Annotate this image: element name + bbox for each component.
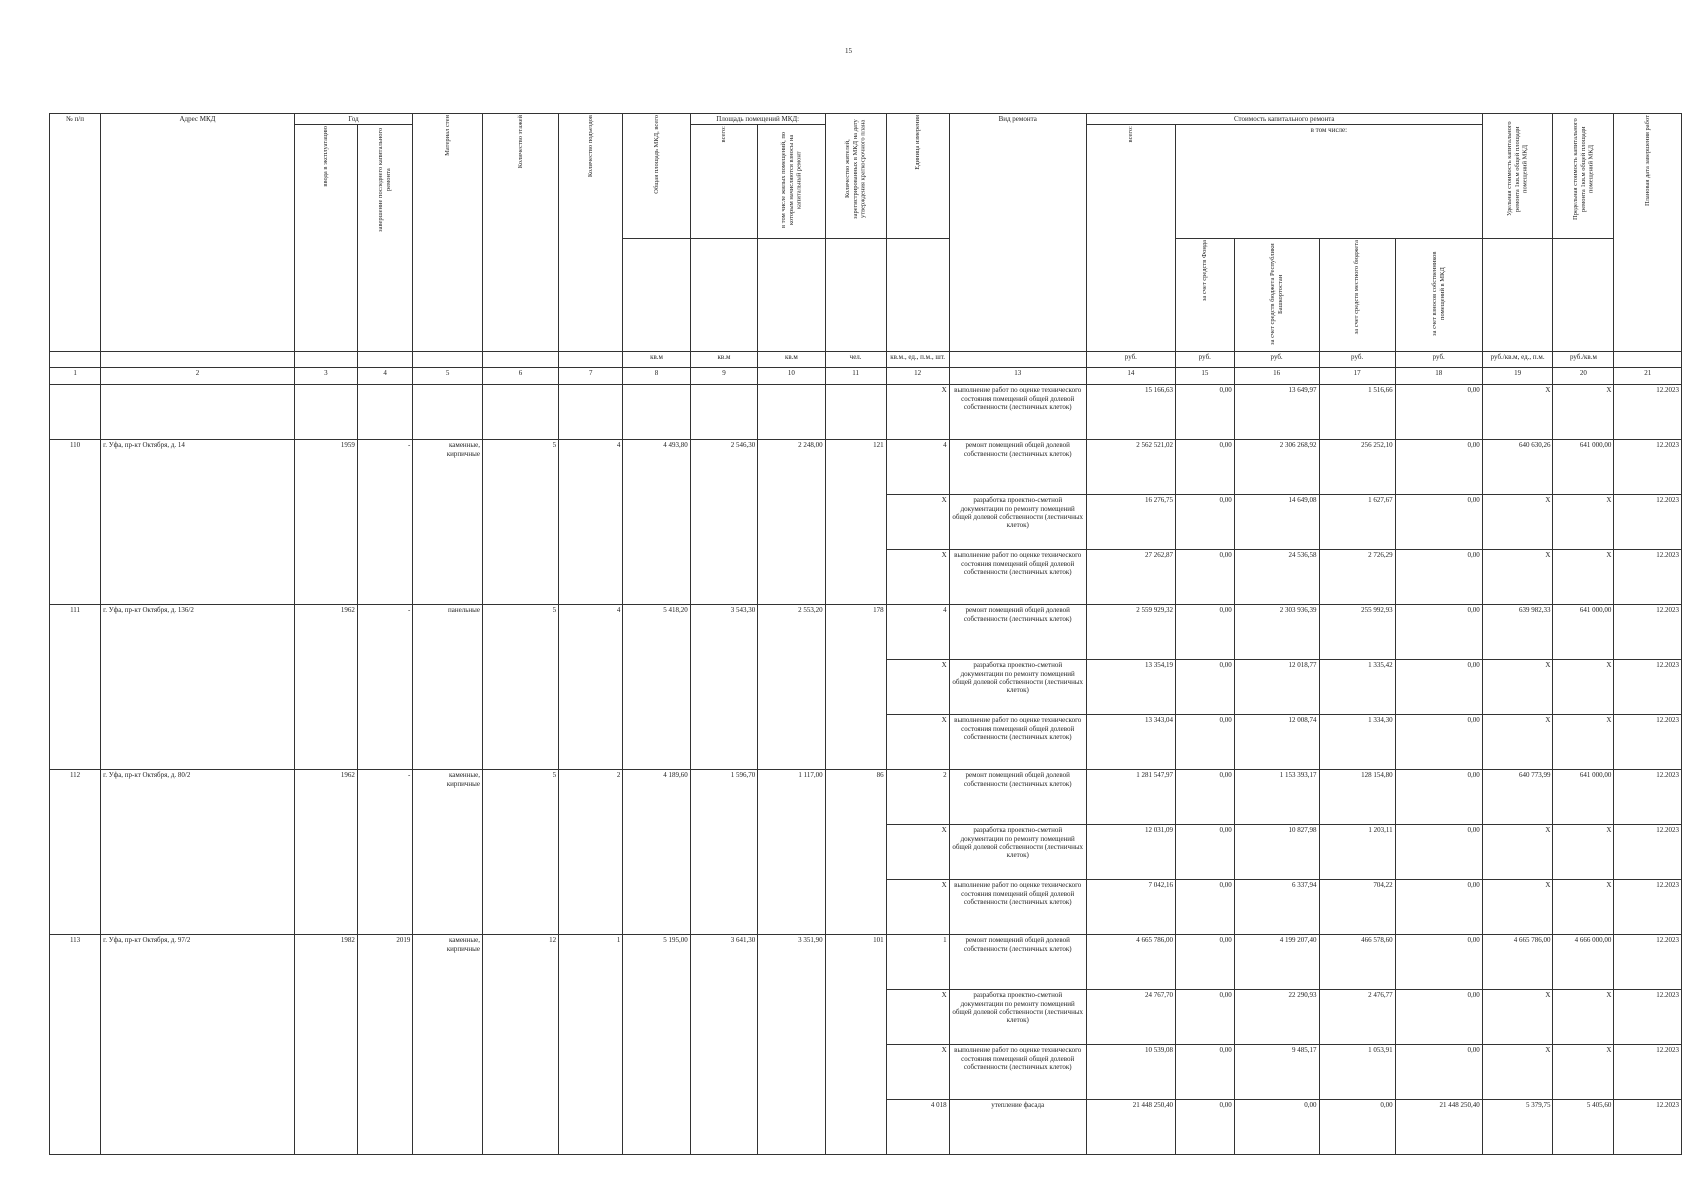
column-number: 2 <box>101 368 295 385</box>
cost-fund: 0,00 <box>1175 1045 1234 1100</box>
work-quantity: X <box>886 495 949 550</box>
unit-cell <box>413 352 483 368</box>
hdr-floors: Количество этажей <box>482 114 558 352</box>
cost-republic: 12 008,74 <box>1234 715 1319 770</box>
cost-total: 13 343,04 <box>1086 715 1175 770</box>
cost-owners: 0,00 <box>1395 385 1482 440</box>
cost-total: 13 354,19 <box>1086 660 1175 715</box>
work-quantity: X <box>886 1045 949 1100</box>
cost-fund: 0,00 <box>1175 770 1234 825</box>
work-type: разработка проектно-сметной документации по ремонту помещений общей долевой собственности (лестничных клеток) <box>949 495 1086 550</box>
cost-fund: 0,00 <box>1175 880 1234 935</box>
table-row <box>50 770 1682 825</box>
unit-cell: кв.м., ед., п.м., шт. <box>886 352 949 368</box>
column-number: 14 <box>1086 368 1175 385</box>
plan-date: 12.2023 <box>1614 605 1682 660</box>
cost-total: 4 665 786,00 <box>1086 935 1175 990</box>
column-number: 16 <box>1234 368 1319 385</box>
floors: 12 <box>482 935 558 1155</box>
unit-cost: 639 982,33 <box>1482 605 1553 660</box>
cost-republic: 1 153 393,17 <box>1234 770 1319 825</box>
plan-date: 12.2023 <box>1614 385 1682 440</box>
unit-cell <box>1614 352 1682 368</box>
cost-local: 128 154,80 <box>1319 770 1395 825</box>
cost-fund: 0,00 <box>1175 660 1234 715</box>
total-area: 4 189,60 <box>623 770 690 935</box>
cost-total: 24 767,70 <box>1086 990 1175 1045</box>
cost-local: 256 252,10 <box>1319 440 1395 495</box>
cost-total: 7 042,16 <box>1086 880 1175 935</box>
cost-local: 1 516,66 <box>1319 385 1395 440</box>
work-quantity: 4 <box>886 605 949 660</box>
plan-date: 12.2023 <box>1614 495 1682 550</box>
hdr-num: № п/п <box>50 114 101 352</box>
work-quantity: X <box>886 660 949 715</box>
house-address <box>101 385 295 440</box>
work-type: утепление фасада <box>949 1100 1086 1155</box>
year-built: 1962 <box>294 770 357 935</box>
hdr-cost-fund: за счет средств Фонда <box>1175 238 1234 351</box>
wall-material: панельные <box>413 605 483 770</box>
total-area <box>623 385 690 440</box>
cost-owners: 0,00 <box>1395 660 1482 715</box>
cost-republic: 0,00 <box>1234 1100 1319 1155</box>
work-type: разработка проектно-сметной документации по ремонту помещений общей долевой собственности (лестничных клеток) <box>949 660 1086 715</box>
wall-material: каменные, кирпичные <box>413 770 483 935</box>
max-cost: X <box>1553 880 1614 935</box>
entrances: 2 <box>559 770 623 935</box>
residents: 86 <box>825 770 886 935</box>
plan-date: 12.2023 <box>1614 550 1682 605</box>
unit-cell <box>294 352 357 368</box>
unit-cell: руб. <box>1234 352 1319 368</box>
cost-local: 1 335,42 <box>1319 660 1395 715</box>
plan-date: 12.2023 <box>1614 770 1682 825</box>
cost-total: 2 559 929,32 <box>1086 605 1175 660</box>
cost-republic: 9 485,17 <box>1234 1045 1319 1100</box>
cost-fund: 0,00 <box>1175 440 1234 495</box>
table-row <box>50 605 1682 660</box>
table-row <box>50 935 1682 990</box>
floors: 5 <box>482 770 558 935</box>
cost-owners: 0,00 <box>1395 825 1482 880</box>
max-cost: X <box>1553 715 1614 770</box>
cost-local: 1 053,91 <box>1319 1045 1395 1100</box>
unit-cost: X <box>1482 550 1553 605</box>
cost-owners: 0,00 <box>1395 935 1482 990</box>
hdr-cost-republic: за счет средств бюджета Республики Башкортостан <box>1234 238 1319 351</box>
hdr-unit-cost: Удельная стоимость капитального ремонта 1кв.м общей площади помещений МКД <box>1482 114 1553 239</box>
cost-local: 255 992,93 <box>1319 605 1395 660</box>
column-number: 8 <box>623 368 690 385</box>
max-cost: X <box>1553 385 1614 440</box>
year-last-repair: - <box>357 440 413 605</box>
unit-cell: руб. <box>1086 352 1175 368</box>
column-number: 15 <box>1175 368 1234 385</box>
cost-owners: 21 448 250,40 <box>1395 1100 1482 1155</box>
house-number: 111 <box>50 605 101 770</box>
column-number: 21 <box>1614 368 1682 385</box>
house-number: 112 <box>50 770 101 935</box>
residents: 121 <box>825 440 886 605</box>
cost-local: 466 578,60 <box>1319 935 1395 990</box>
cost-owners: 0,00 <box>1395 1045 1482 1100</box>
column-numbers-row <box>50 368 1682 385</box>
column-number: 4 <box>357 368 413 385</box>
table-body <box>50 385 1682 1155</box>
premises-residential: 2 248,00 <box>758 440 825 605</box>
unit-cell: руб. <box>1395 352 1482 368</box>
column-number: 12 <box>886 368 949 385</box>
work-quantity: 1 <box>886 935 949 990</box>
cost-fund: 0,00 <box>1175 825 1234 880</box>
cost-fund: 0,00 <box>1175 495 1234 550</box>
hdr-unit: Единица измерения <box>886 114 949 239</box>
premises-total: 3 641,30 <box>690 935 757 1155</box>
work-quantity: X <box>886 715 949 770</box>
plan-date: 12.2023 <box>1614 440 1682 495</box>
premises-total: 3 543,30 <box>690 605 757 770</box>
work-type: ремонт помещений общей долевой собственности (лестничных клеток) <box>949 605 1086 660</box>
total-area: 5 418,20 <box>623 605 690 770</box>
house-number: 110 <box>50 440 101 605</box>
year-built <box>294 385 357 440</box>
house-address: г. Уфа, пр-кт Октября, д. 97/2 <box>101 935 295 1155</box>
floors: 5 <box>482 440 558 605</box>
column-number: 3 <box>294 368 357 385</box>
cost-local: 1 334,30 <box>1319 715 1395 770</box>
total-area: 4 493,80 <box>623 440 690 605</box>
unit-cost: X <box>1482 660 1553 715</box>
work-quantity: X <box>886 385 949 440</box>
max-cost: 641 000,00 <box>1553 605 1614 660</box>
cost-owners: 0,00 <box>1395 495 1482 550</box>
hdr-plan-date: Плановая дата завершения работ <box>1614 114 1682 352</box>
plan-date: 12.2023 <box>1614 1100 1682 1155</box>
hdr-premises-group: Площадь помещений МКД: <box>690 114 825 125</box>
work-quantity: X <box>886 550 949 605</box>
cost-total: 21 448 250,40 <box>1086 1100 1175 1155</box>
unit-cost: 4 665 786,00 <box>1482 935 1553 990</box>
year-last-repair: - <box>357 605 413 770</box>
work-quantity: 2 <box>886 770 949 825</box>
plan-date: 12.2023 <box>1614 660 1682 715</box>
max-cost: X <box>1553 825 1614 880</box>
premises-residential <box>758 385 825 440</box>
hdr-cost-group: Стоимость капитального ремонта <box>1086 114 1482 125</box>
column-number: 17 <box>1319 368 1395 385</box>
work-type: разработка проектно-сметной документации по ремонту помещений общей долевой собственности (лестничных клеток) <box>949 990 1086 1045</box>
work-type: выполнение работ по оценке технического состояния помещений общей долевой собственности (лестничных клеток) <box>949 880 1086 935</box>
plan-date: 12.2023 <box>1614 880 1682 935</box>
unit-cell <box>559 352 623 368</box>
work-type: выполнение работ по оценке технического состояния помещений общей долевой собственности (лестничных клеток) <box>949 715 1086 770</box>
max-cost: X <box>1553 550 1614 605</box>
unit-cost: X <box>1482 715 1553 770</box>
cost-republic: 2 306 268,92 <box>1234 440 1319 495</box>
max-cost: X <box>1553 660 1614 715</box>
cost-total: 15 166,63 <box>1086 385 1175 440</box>
unit-cell: руб. <box>1175 352 1234 368</box>
capital-repair-table <box>49 113 1682 1155</box>
table-row <box>50 385 1682 440</box>
cost-republic: 24 536,58 <box>1234 550 1319 605</box>
table-row <box>50 440 1682 495</box>
unit-cell: руб./кв.м, ед., п.м. <box>1482 352 1553 368</box>
unit-cell <box>50 352 101 368</box>
hdr-total-area: Общая площадь МКД, всего <box>623 114 690 239</box>
cost-local: 0,00 <box>1319 1100 1395 1155</box>
hdr-year-built: ввода в эксплуатацию <box>294 125 357 352</box>
cost-total: 12 031,09 <box>1086 825 1175 880</box>
hdr-address: Адрес МКД <box>101 114 295 352</box>
units-row <box>50 352 1682 368</box>
cost-republic: 22 290,93 <box>1234 990 1319 1045</box>
hdr-cost-local: за счет средств местного бюджета <box>1319 238 1395 351</box>
house-address: г. Уфа, пр-кт Октября, д. 14 <box>101 440 295 605</box>
plan-date: 12.2023 <box>1614 935 1682 990</box>
cost-total: 1 281 547,97 <box>1086 770 1175 825</box>
cost-fund: 0,00 <box>1175 550 1234 605</box>
premises-total <box>690 385 757 440</box>
premises-total: 2 546,30 <box>690 440 757 605</box>
cost-owners: 0,00 <box>1395 550 1482 605</box>
house-number <box>50 385 101 440</box>
floors <box>482 385 558 440</box>
column-number: 5 <box>413 368 483 385</box>
column-number: 19 <box>1482 368 1553 385</box>
work-type: ремонт помещений общей долевой собственности (лестничных клеток) <box>949 770 1086 825</box>
unit-cell: руб. <box>1319 352 1395 368</box>
house-address: г. Уфа, пр-кт Октября, д. 80/2 <box>101 770 295 935</box>
cost-republic: 4 199 207,40 <box>1234 935 1319 990</box>
unit-cost: 5 379,75 <box>1482 1100 1553 1155</box>
cost-owners: 0,00 <box>1395 770 1482 825</box>
work-quantity: X <box>886 825 949 880</box>
max-cost: 641 000,00 <box>1553 440 1614 495</box>
column-number: 11 <box>825 368 886 385</box>
plan-date: 12.2023 <box>1614 990 1682 1045</box>
work-type: выполнение работ по оценке технического состояния помещений общей долевой собственности (лестничных клеток) <box>949 550 1086 605</box>
cost-fund: 0,00 <box>1175 385 1234 440</box>
premises-residential: 1 117,00 <box>758 770 825 935</box>
work-quantity: X <box>886 990 949 1045</box>
cost-owners: 0,00 <box>1395 880 1482 935</box>
residents <box>825 385 886 440</box>
column-number: 10 <box>758 368 825 385</box>
unit-cell: чел. <box>825 352 886 368</box>
unit-cost: X <box>1482 880 1553 935</box>
hdr-year-group: Год <box>294 114 413 125</box>
work-type: ремонт помещений общей долевой собственности (лестничных клеток) <box>949 935 1086 990</box>
unit-cell: кв.м <box>690 352 757 368</box>
column-number: 20 <box>1553 368 1614 385</box>
column-number: 9 <box>690 368 757 385</box>
cost-total: 27 262,87 <box>1086 550 1175 605</box>
cost-fund: 0,00 <box>1175 935 1234 990</box>
work-type: ремонт помещений общей долевой собственности (лестничных клеток) <box>949 440 1086 495</box>
premises-residential: 3 351,90 <box>758 935 825 1155</box>
unit-cell: руб./кв.м <box>1553 352 1614 368</box>
cost-republic: 14 649,08 <box>1234 495 1319 550</box>
cost-fund: 0,00 <box>1175 1100 1234 1155</box>
plan-date: 12.2023 <box>1614 825 1682 880</box>
work-type: разработка проектно-сметной документации по ремонту помещений общей долевой собственности (лестничных клеток) <box>949 825 1086 880</box>
unit-cell <box>357 352 413 368</box>
wall-material: каменные, кирпичные <box>413 440 483 605</box>
unit-cell <box>949 352 1086 368</box>
residents: 178 <box>825 605 886 770</box>
year-last-repair: 2019 <box>357 935 413 1155</box>
max-cost: X <box>1553 990 1614 1045</box>
cost-total: 16 276,75 <box>1086 495 1175 550</box>
year-last-repair: - <box>357 770 413 935</box>
page-number: 15 <box>845 47 852 55</box>
year-built: 1982 <box>294 935 357 1155</box>
max-cost: 4 666 000,00 <box>1553 935 1614 990</box>
entrances: 1 <box>559 935 623 1155</box>
cost-fund: 0,00 <box>1175 715 1234 770</box>
unit-cost: X <box>1482 495 1553 550</box>
cost-owners: 0,00 <box>1395 605 1482 660</box>
cost-owners: 0,00 <box>1395 440 1482 495</box>
year-built: 1962 <box>294 605 357 770</box>
cost-local: 2 726,29 <box>1319 550 1395 605</box>
unit-cost: X <box>1482 385 1553 440</box>
unit-cost: 640 773,99 <box>1482 770 1553 825</box>
cost-republic: 10 827,98 <box>1234 825 1319 880</box>
entrances: 4 <box>559 440 623 605</box>
cost-total: 2 562 521,02 <box>1086 440 1175 495</box>
house-number: 113 <box>50 935 101 1155</box>
entrances: 4 <box>559 605 623 770</box>
cost-republic: 2 303 936,39 <box>1234 605 1319 660</box>
cost-republic: 12 018,77 <box>1234 660 1319 715</box>
cost-republic: 13 649,97 <box>1234 385 1319 440</box>
hdr-residents: Количество жителей, зарегистрированных в МКД на дату утверждения краткосрочного плана <box>825 114 886 239</box>
plan-date: 12.2023 <box>1614 1045 1682 1100</box>
hdr-premises-res: в том числе жилых помещений, по которым начисляются взносы на капитальный ремонт <box>758 125 825 238</box>
unit-cost: X <box>1482 1045 1553 1100</box>
work-type: выполнение работ по оценке технического состояния помещений общей долевой собственности (лестничных клеток) <box>949 1045 1086 1100</box>
hdr-repair-type: Вид ремонта <box>949 114 1086 352</box>
cost-republic: 6 337,94 <box>1234 880 1319 935</box>
year-last-repair <box>357 385 413 440</box>
cost-local: 2 476,77 <box>1319 990 1395 1045</box>
unit-cost: 640 630,26 <box>1482 440 1553 495</box>
cost-owners: 0,00 <box>1395 990 1482 1045</box>
floors: 5 <box>482 605 558 770</box>
cost-local: 704,22 <box>1319 880 1395 935</box>
column-number: 1 <box>50 368 101 385</box>
column-number: 6 <box>482 368 558 385</box>
cost-fund: 0,00 <box>1175 990 1234 1045</box>
hdr-premises-total: всего: <box>690 125 757 238</box>
max-cost: X <box>1553 1045 1614 1100</box>
premises-residential: 2 553,20 <box>758 605 825 770</box>
unit-cost: X <box>1482 825 1553 880</box>
max-cost: 641 000,00 <box>1553 770 1614 825</box>
table-header <box>50 114 1682 385</box>
wall-material <box>413 385 483 440</box>
column-number: 7 <box>559 368 623 385</box>
hdr-year-last: завершение последнего капитального ремонта <box>357 125 413 352</box>
cost-fund: 0,00 <box>1175 605 1234 660</box>
year-built: 1959 <box>294 440 357 605</box>
unit-cell <box>101 352 295 368</box>
hdr-cost-owners: за счет взносов собственников помещений в МКД <box>1395 238 1482 351</box>
entrances <box>559 385 623 440</box>
hdr-cost-total: всего: <box>1086 125 1175 352</box>
work-quantity: X <box>886 880 949 935</box>
total-area: 5 195,00 <box>623 935 690 1155</box>
column-number: 18 <box>1395 368 1482 385</box>
unit-cost: X <box>1482 990 1553 1045</box>
hdr-wall-material: Материал стен <box>413 114 483 352</box>
unit-cell <box>482 352 558 368</box>
work-quantity: 4 <box>886 440 949 495</box>
work-quantity: 4 018 <box>886 1100 949 1155</box>
max-cost: X <box>1553 495 1614 550</box>
residents: 101 <box>825 935 886 1155</box>
cost-local: 1 203,11 <box>1319 825 1395 880</box>
unit-cell: кв.м <box>623 352 690 368</box>
wall-material: каменные, кирпичные <box>413 935 483 1155</box>
hdr-cost-incl: в том числе: <box>1175 125 1482 238</box>
max-cost: 5 405,60 <box>1553 1100 1614 1155</box>
cost-local: 1 627,67 <box>1319 495 1395 550</box>
cost-total: 10 539,08 <box>1086 1045 1175 1100</box>
work-type: выполнение работ по оценке технического состояния помещений общей долевой собственности (лестничных клеток) <box>949 385 1086 440</box>
column-number: 13 <box>949 368 1086 385</box>
hdr-entrances: Количество подъездов <box>559 114 623 352</box>
hdr-max-cost: Предельная стоимость капитального ремонта 1кв.м общей площади помещений МКД <box>1553 114 1614 239</box>
cost-owners: 0,00 <box>1395 715 1482 770</box>
premises-total: 1 596,70 <box>690 770 757 935</box>
unit-cell: кв.м <box>758 352 825 368</box>
plan-date: 12.2023 <box>1614 715 1682 770</box>
house-address: г. Уфа, пр-кт Октября, д. 136/2 <box>101 605 295 770</box>
